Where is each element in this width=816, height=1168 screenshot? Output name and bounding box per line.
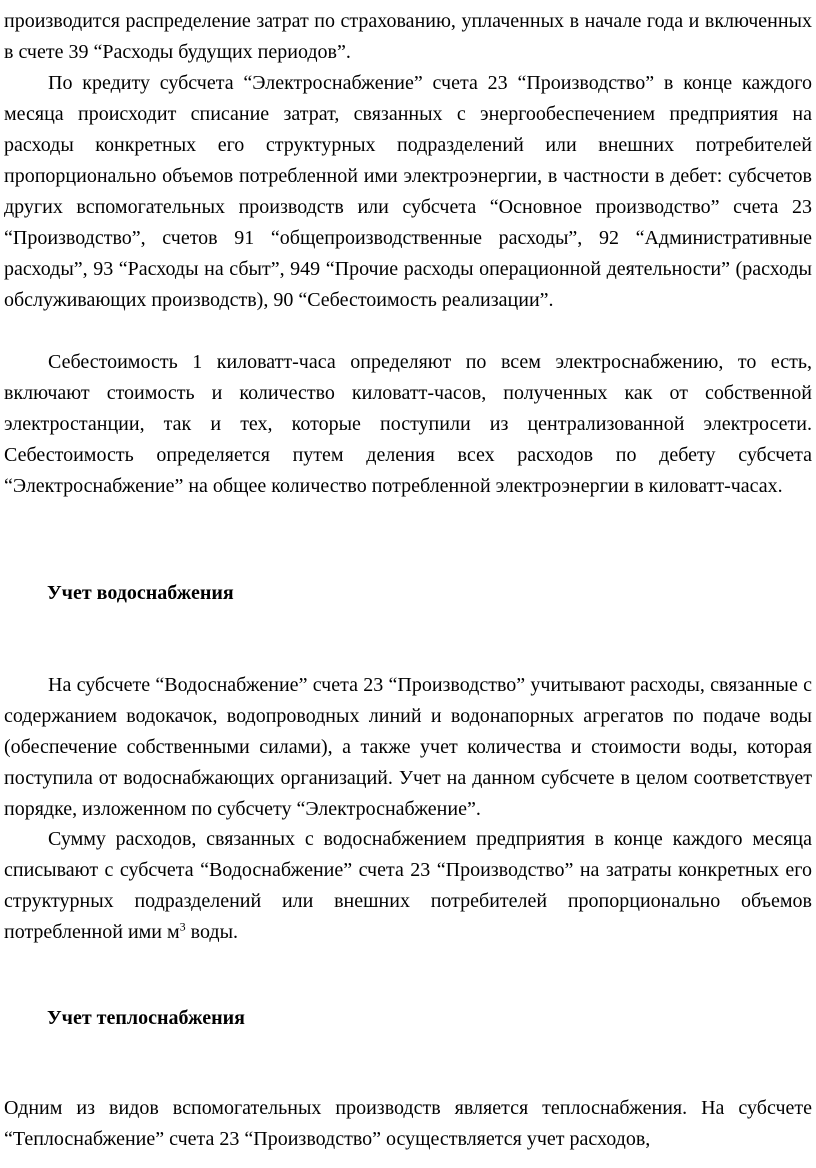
paragraph-water-expenses-text: Сумму расходов, связанных с водоснабжением предприятия в конце каждого месяца списывают с субсчета “Водоснабжение” счета 23 “Производство” на затраты конкретных его структурных подразделений или внешних потребителей пропорционально объемов потребленной ими м xyxy=(4,828,812,943)
paragraph-heat-supply: Одним из видов вспомогательных производств является теплоснабжения. На субсчете “Теплоснабжение” счета 23 “Производство” осуществляется учет расходов, xyxy=(4,1097,812,1150)
paragraph-electricity-credit: По кредиту субсчета “Электроснабжение” счета 23 “Производство” в конце каждого месяца происходит списание затрат, связанных с энергообеспечением предприятия на расходы конкретных его структурных подразделений или внешних потребителей пропорционально объемов потребленной ими электроэнергии, в частности в дебет: субсчетов других вспомогательных производств или субсчета “Основное производство” счета 23 “Производство”, счетов 91 “общепроизводственные расходы”, 92 “Административные расходы”, 93 “Расходы на сбыт”, 949 “Прочие расходы операционной деятельности” (расходы обслуживающих производств), 90 “Себестоимость реализации”. xyxy=(4,72,812,311)
heading-water-supply: Учет водоснабжения xyxy=(47,582,234,604)
cubic-superscript: 3 xyxy=(179,919,186,934)
heading-heat-supply: Учет теплоснабжения xyxy=(47,1007,245,1029)
paragraph-insurance-costs: производится распределение затрат по страхованию, уплаченных в начале года и включенных в счете 39 “Расходы будущих периодов”. xyxy=(4,10,812,63)
paragraph-kwh-cost: Себестоимость 1 киловатт-часа определяют по всем электроснабжению, то есть, включают стоимость и количество киловатт-часов, полученных как от собственной электростанции, так и тех, которые поступили из централизованной электросети. Себестоимость определяется путем деления всех расходов по дебету субсчета “Электроснабжение” на общее количество потребленной электроэнергии в киловатт-часах. xyxy=(4,351,812,497)
paragraph-water-account: На субсчете “Водоснабжение” счета 23 “Производство” учитывают расходы, связанные с содержанием водокачок, водопроводных линий и водонапорных агрегатов по подаче воды (обеспечение собственными силами), а также учет количества и стоимости воды, которая поступила от водоснабжающих организаций. Учет на данном субсчете в целом соответствует порядке, изложенном по субсчету “Электроснабжение”. xyxy=(4,674,812,820)
paragraph-water-expenses xyxy=(4,824,812,948)
paragraph-water-expenses-end: воды. xyxy=(185,921,239,943)
